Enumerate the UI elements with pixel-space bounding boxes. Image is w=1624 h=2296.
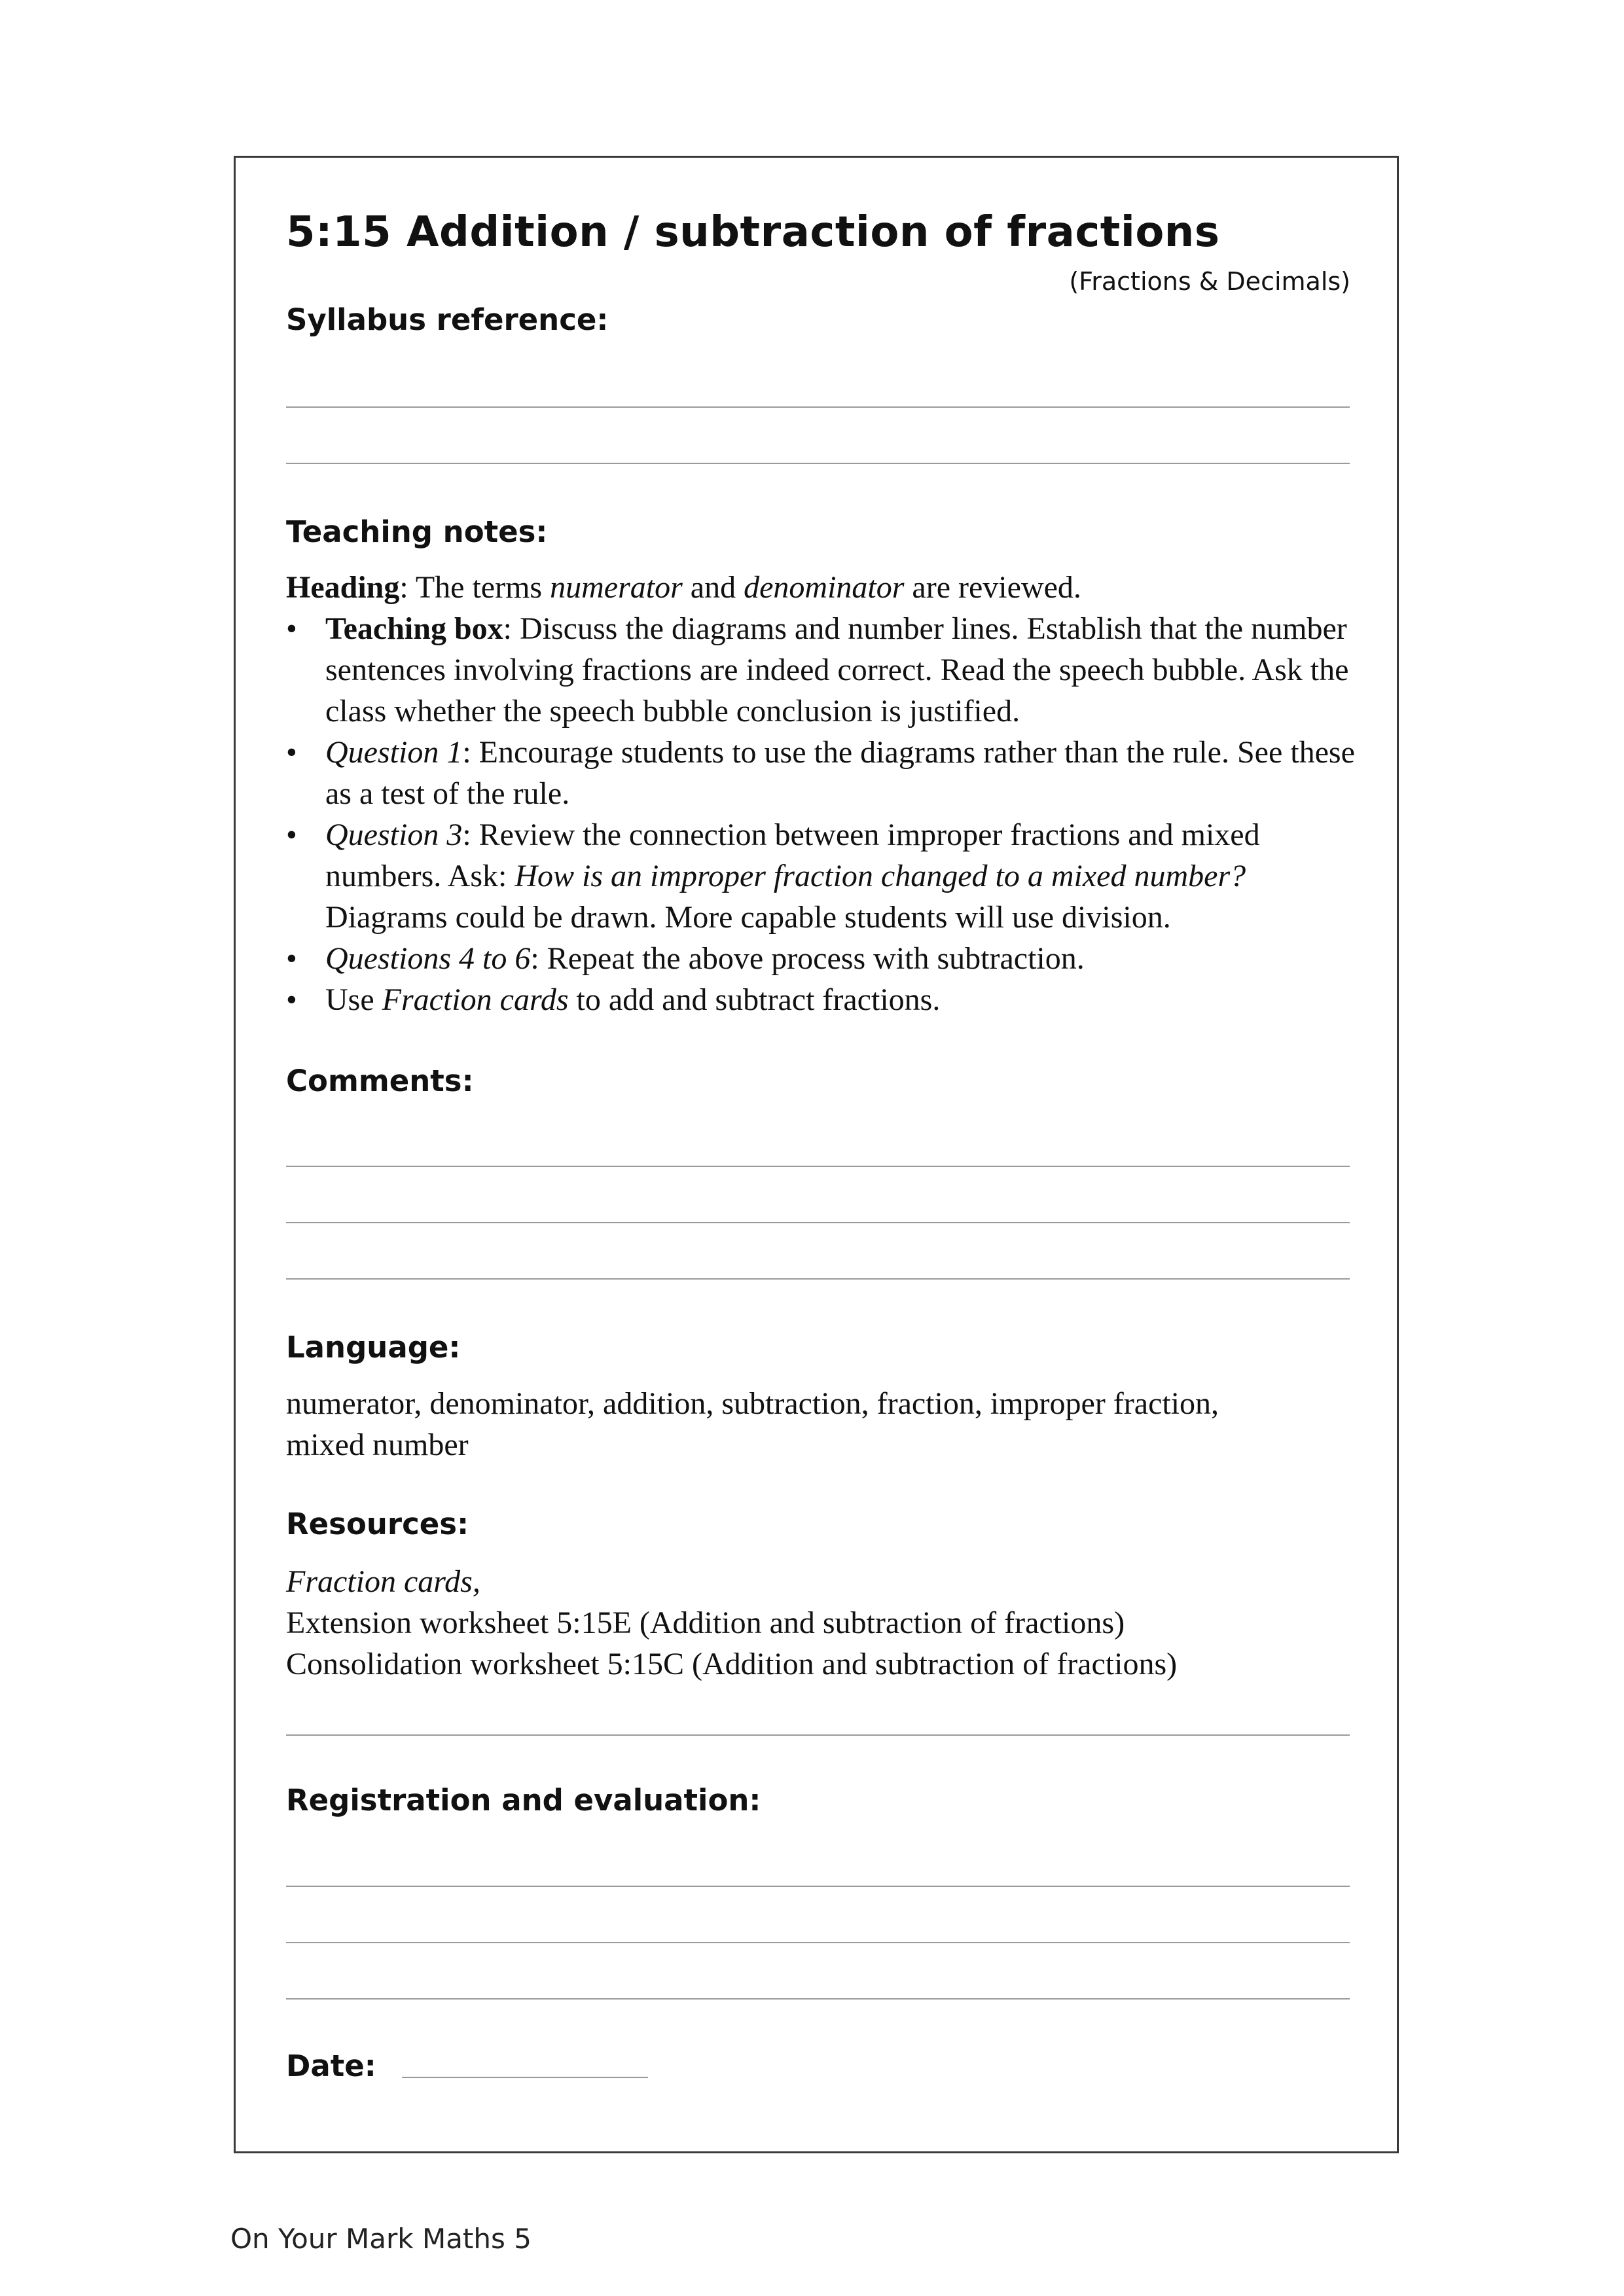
teaching-notes-list	[286, 608, 1360, 1020]
resource-consolidation-worksheet: Consolidation worksheet 5:15C (Addition and subtraction of fractions)	[286, 1647, 1178, 1681]
page-frame	[234, 156, 1399, 2153]
syllabus-line-2[interactable]	[286, 463, 1350, 464]
comments-line-2[interactable]	[286, 1222, 1350, 1223]
item-lead: Teaching box	[325, 611, 503, 646]
item-tail: to add and subtract fractions.	[568, 982, 941, 1017]
intro-text-3: are reviewed.	[904, 570, 1081, 605]
bullet-icon: •	[286, 817, 297, 852]
registration-line-1[interactable]	[286, 1886, 1350, 1887]
date-field-line[interactable]	[402, 2077, 648, 2078]
bullet-icon: •	[286, 611, 297, 646]
item-question: How is an improper fraction changed to a mixed number?	[514, 859, 1246, 893]
intro-term-numerator: numerator	[550, 570, 683, 605]
language-heading: Language:	[286, 1330, 461, 1365]
resource-fraction-cards: Fraction cards,	[286, 1564, 480, 1599]
item-lead: Questions 4 to 6	[325, 941, 531, 976]
bullet-icon: •	[286, 735, 297, 770]
page-footer: On Your Mark Maths 5	[230, 2223, 532, 2255]
list-item	[286, 979, 1360, 1020]
item-lead: Question 3	[325, 817, 463, 852]
registration-line-2[interactable]	[286, 1942, 1350, 1943]
syllabus-line-1[interactable]	[286, 406, 1350, 408]
list-item	[286, 938, 1360, 979]
bullet-icon: •	[286, 982, 297, 1017]
intro-text-2: and	[682, 570, 744, 605]
page-title: 5:15 Addition / subtraction of fractions	[286, 208, 1220, 257]
page-subtitle: (Fractions & Decimals)	[1069, 267, 1350, 296]
resources-list	[286, 1561, 1360, 1685]
item-text: : Encourage students to use the diagrams rather than the rule. See these as a test of the rule.	[325, 735, 1355, 811]
teaching-notes-intro	[286, 567, 1360, 608]
language-text: numerator, denominator, addition, subtraction, fraction, improper fraction, mixed number	[286, 1386, 1219, 1462]
list-item	[286, 732, 1360, 814]
teaching-notes-heading: Teaching notes:	[286, 514, 548, 549]
item-tail: Diagrams could be drawn. More capable students will use division.	[325, 900, 1171, 935]
list-item	[286, 608, 1360, 732]
date-label: Date:	[286, 2049, 376, 2083]
intro-term-denominator: denominator	[744, 570, 905, 605]
intro-text-1: : The terms	[399, 570, 550, 605]
item-lead: Question 1	[325, 735, 463, 770]
registration-heading: Registration and evaluation:	[286, 1783, 761, 1818]
item-text: : Repeat the above process with subtraction.	[530, 941, 1085, 976]
syllabus-heading: Syllabus reference:	[286, 302, 609, 337]
registration-line-3[interactable]	[286, 1998, 1350, 2000]
comments-heading: Comments:	[286, 1064, 474, 1098]
bullet-icon: •	[286, 941, 297, 976]
teaching-notes-body	[286, 567, 1360, 1020]
resources-heading: Resources:	[286, 1507, 469, 1541]
list-item	[286, 814, 1360, 938]
resource-extension-worksheet: Extension worksheet 5:15E (Addition and subtraction of fractions)	[286, 1605, 1125, 1640]
comments-line-3[interactable]	[286, 1278, 1350, 1280]
item-pre: Use	[325, 982, 382, 1017]
item-text: : Discuss the diagrams and number lines. Establish that the number sentences involving fractions are indeed correct. Read the speech bubble. Ask the class whether the speech bubble conclusion is justified.	[325, 611, 1349, 728]
comments-line-1[interactable]	[286, 1166, 1350, 1167]
item-fraction-cards: Fraction cards	[382, 982, 569, 1017]
item-text: : Review the connection between improper fractions and mixed numbers. Ask:	[325, 817, 1260, 893]
resources-line[interactable]	[286, 1734, 1350, 1736]
intro-bold: Heading	[286, 570, 400, 605]
